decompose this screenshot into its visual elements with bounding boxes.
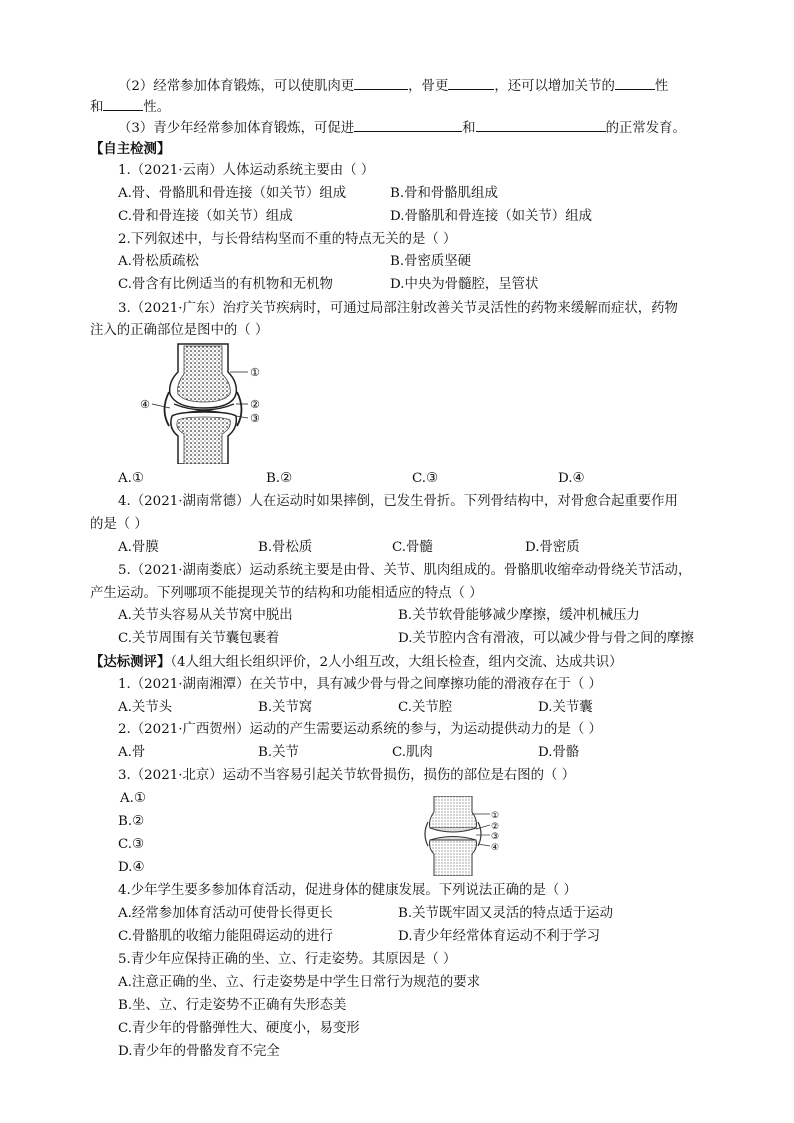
option-a[interactable]: A.注意正确的坐、立、行走姿势是中学生日常行为规范的要求 — [118, 975, 481, 990]
option-b[interactable]: B.关节窝 — [258, 700, 313, 715]
option-d[interactable]: D.骨骼肌和骨连接（如关节）组成 — [390, 209, 592, 224]
blank[interactable] — [448, 77, 494, 90]
knee-joint-diagram — [420, 796, 506, 876]
option-a[interactable]: A.骨、骨骼肌和骨连接（如关节）组成 — [118, 186, 347, 201]
option-b[interactable]: B.坐、立、行走姿势不正确有失形态美 — [118, 998, 347, 1013]
label-3: ③ — [250, 412, 260, 425]
question-stem: 4.（2021·湖南常德）人在运动时如果摔倒，已发生骨折。下列骨结构中，对骨愈合起重要作用 — [118, 494, 678, 509]
option-c[interactable]: C.骨骼肌的收缩力能阻碍运动的进行 — [118, 929, 333, 944]
blank[interactable] — [103, 98, 143, 111]
option-b[interactable]: B.关节既牢固又灵活的特点适于运动 — [398, 906, 613, 921]
blank[interactable] — [476, 119, 606, 132]
option-a[interactable]: A.骨膜 — [118, 540, 159, 555]
label-1: ① — [250, 366, 260, 379]
question-stem: 1.（2021·湖南湘潭）在关节中，具有减少骨与骨之间摩擦功能的滑液存在于（ ） — [118, 677, 602, 692]
label-3: ③ — [491, 832, 500, 842]
blank[interactable] — [354, 77, 408, 90]
section-note: （4人组大组长组织评价，2人小组互改，大组长检查，组内交流、达成共识） — [170, 655, 623, 670]
option-a[interactable]: A.关节头容易从关节窝中脱出 — [118, 608, 293, 623]
option-c[interactable]: C.骨和骨连接（如关节）组成 — [118, 209, 293, 224]
option-d[interactable]: D.青少年经常体育运动不利于学习 — [398, 929, 600, 944]
option-c[interactable]: C.③ — [412, 471, 439, 486]
option-c[interactable]: C.肌肉 — [392, 745, 433, 760]
label-4: ④ — [491, 843, 500, 853]
option-b[interactable]: B.② — [118, 814, 145, 829]
option-c[interactable]: C.关节腔 — [398, 700, 453, 715]
question-stem: 注入的正确部位是图中的（ ） — [90, 323, 269, 338]
label-1: ① — [491, 811, 500, 821]
fill-line-3 — [90, 98, 170, 117]
question-stem: 3.（2021·广东）治疗关节疾病时，可通过局部注射改善关节灵活性的药物来缓解而症状，药物 — [118, 301, 678, 316]
option-d[interactable]: D.④ — [118, 860, 145, 875]
fill-text: 性。 — [143, 100, 171, 115]
fill-text: 性 — [654, 79, 669, 94]
option-b[interactable]: B.② — [266, 471, 293, 486]
question-stem: 的是（ ） — [90, 517, 148, 532]
option-c[interactable]: C.③ — [118, 837, 145, 852]
label-2: ② — [250, 398, 260, 411]
question-stem: 4.少年学生要多参加体育活动，促进身体的健康发展。下列说法正确的是（ ） — [118, 883, 577, 898]
fill-line-4 — [118, 119, 686, 138]
fill-text: ，还可以增加关节的 — [494, 79, 615, 94]
question-stem: 1.（2021·云南）人体运动系统主要由（ ） — [118, 163, 375, 178]
option-c[interactable]: C.关节周围有关节囊包裹着 — [118, 631, 280, 646]
option-b[interactable]: B.关节软骨能够减少摩擦，缓冲机械压力 — [398, 608, 640, 623]
option-d[interactable]: D.骨骼 — [538, 745, 580, 760]
option-c[interactable]: C.骨含有比例适当的有机物和无机物 — [118, 277, 333, 292]
question-stem: 5.（2021·湖南娄底）运动系统主要是由骨、关节、肌肉组成的。骨骼肌收缩牵动骨绕关节活动， — [118, 563, 692, 578]
option-d[interactable]: D.关节腔内含有滑液，可以减少骨与骨之间的摩擦 — [398, 631, 694, 646]
joint-diagram — [138, 342, 270, 464]
question-stem: 2.下列叙述中，与长骨结构坚而不重的特点无关的是（ ） — [118, 232, 457, 247]
fill-text: （2）经常参加体育锻炼，可以使肌肉更 — [118, 79, 355, 94]
blank[interactable] — [354, 119, 462, 132]
option-a[interactable]: A.经常参加体育活动可使骨长得更长 — [118, 906, 333, 921]
fill-line-2 — [118, 77, 668, 96]
option-d[interactable]: D.④ — [558, 471, 585, 486]
option-a[interactable]: A.骨松质疏松 — [118, 254, 199, 269]
option-d[interactable]: D.中央为骨髓腔，呈管状 — [390, 277, 539, 292]
option-c[interactable]: C.骨髓 — [392, 540, 433, 555]
question-stem: 5.青少年应保持正确的坐、立、行走姿势。其原因是（ ） — [118, 952, 457, 967]
label-2: ② — [491, 822, 500, 832]
section-heading — [90, 653, 623, 672]
option-a[interactable]: A.骨 — [118, 745, 146, 760]
fill-text: ，骨更 — [408, 79, 449, 94]
option-d[interactable]: D.关节囊 — [538, 700, 593, 715]
section-title: 【自主检测】 — [90, 141, 171, 157]
fill-text: （3）青少年经常参加体育锻炼，可促进 — [118, 121, 355, 136]
option-a[interactable]: A.① — [118, 471, 144, 486]
question-stem: 3.（2021·北京）运动不当容易引起关节软骨损伤，损伤的部位是右图的（ ） — [118, 768, 576, 783]
fill-text: 和 — [462, 121, 476, 136]
fill-text: 和 — [90, 100, 104, 115]
option-c[interactable]: C.青少年的骨骼弹性大、硬度小，易变形 — [118, 1021, 360, 1036]
option-d[interactable]: D.青少年的骨骼发育不完全 — [118, 1044, 280, 1059]
option-b[interactable]: B.骨密质坚硬 — [390, 254, 472, 269]
question-stem: 产生运动。下列哪项不能提现关节的结构和功能相适应的特点（ ） — [90, 586, 483, 601]
option-a[interactable]: A.关节头 — [118, 700, 173, 715]
question-stem: 2.（2021·广西贺州）运动的产生需要运动系统的参与，为运动提供动力的是（ ） — [118, 722, 602, 737]
label-4: ④ — [140, 398, 150, 411]
option-a[interactable]: A.① — [120, 791, 146, 806]
fill-text: 的正常发育。 — [605, 121, 686, 136]
option-b[interactable]: B.关节 — [258, 745, 299, 760]
option-b[interactable]: B.骨松质 — [258, 540, 313, 555]
option-b[interactable]: B.骨和骨骼肌组成 — [390, 186, 498, 201]
blank[interactable] — [615, 77, 655, 90]
option-d[interactable]: D.骨密质 — [525, 540, 580, 555]
section-title: 【达标测评】 — [90, 654, 171, 670]
